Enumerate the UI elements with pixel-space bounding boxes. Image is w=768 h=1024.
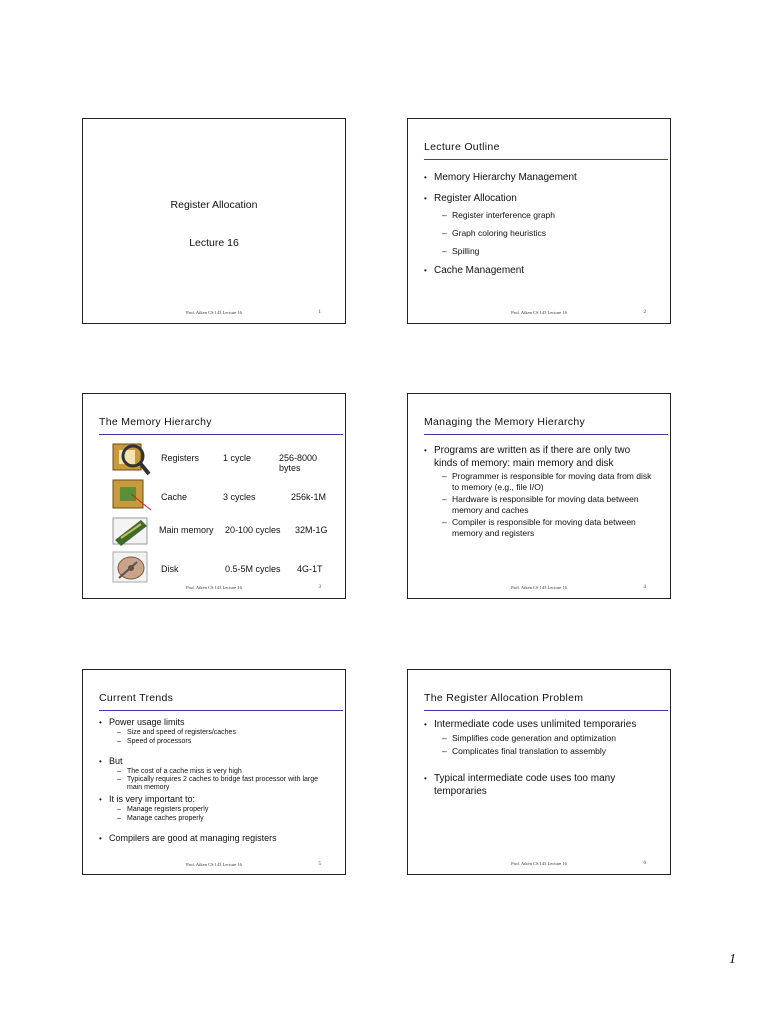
slide-6-subbullet: – Complicates final translation to assembly — [434, 746, 656, 757]
slide-5-bullet — [99, 833, 331, 844]
slide-6 — [407, 669, 671, 875]
slide-2-bullets — [424, 171, 656, 277]
slide-4-subbullet: – Programmer is responsible for moving data from disk to memory (e.g., file I/O) — [434, 471, 656, 493]
hierarchy-time: 1 cycle — [223, 453, 252, 463]
hierarchy-row-registers — [91, 440, 337, 480]
hierarchy-row-disk — [91, 548, 337, 588]
slide-5-bullet — [99, 756, 331, 792]
slide-5-subbullet: – Typically requires 2 caches to bridge fast processor with large main memory — [109, 776, 331, 792]
bullet-text: But — [109, 756, 123, 766]
slide-2-footer: Prof. Aiken CS 143 Lecture 16 — [511, 310, 567, 315]
hierarchy-row-cache — [91, 476, 337, 516]
memory-module-icon — [111, 512, 151, 550]
hierarchy-size: 256-8000 bytes — [279, 453, 318, 473]
bullet-text: Power usage limits — [109, 717, 185, 727]
hierarchy-time: 20-100 cycles — [225, 525, 281, 535]
slide-2-subbullet: – Register interference graph — [434, 210, 656, 221]
slide-4 — [407, 393, 671, 599]
slide-5-bullets — [99, 717, 331, 844]
hierarchy-time: 3 cycles — [223, 492, 256, 502]
hierarchy-name: Main memory — [159, 525, 214, 535]
slide-4-rule — [424, 434, 668, 435]
slide-3-footer: Prof. Aiken CS 143 Lecture 16 — [186, 585, 242, 590]
slide-1-footer: Prof. Aiken CS 143 Lecture 16 — [186, 310, 242, 315]
page-number: 1 — [729, 952, 736, 967]
slide-1 — [82, 118, 346, 324]
slide-6-number: 6 — [643, 861, 646, 866]
slide-3 — [82, 393, 346, 599]
slide-2-title: Lecture Outline — [424, 141, 500, 153]
slide-5-title: Current Trends — [99, 692, 174, 704]
hierarchy-size: 256k-1M — [291, 492, 327, 502]
hierarchy-name: Cache — [161, 492, 188, 502]
slide-5-subbullet: – Manage registers properly — [109, 805, 331, 814]
hierarchy-size: 32M-1G — [295, 525, 328, 535]
slide-1-subtitle: Lecture 16 — [189, 237, 239, 249]
slide-4-bullets — [424, 444, 656, 539]
hierarchy-name: Disk — [161, 564, 179, 574]
slide-2-subbullet: – Spilling — [434, 246, 656, 257]
slide-5-subbullet: – Speed of processors — [109, 737, 331, 746]
slide-5-rule — [99, 710, 343, 711]
slide-4-subbullet: – Hardware is responsible for moving data between memory and caches — [434, 494, 656, 516]
slide-3-number: 3 — [318, 585, 321, 590]
bullet-text: It is very important to: — [109, 794, 196, 804]
slide-6-bullets — [424, 718, 656, 798]
slide-2-rule — [424, 159, 668, 160]
bullet-text: Memory Hierarchy Management — [434, 172, 577, 183]
slide-6-bullet — [424, 772, 656, 798]
bullet-text: Register Allocation — [434, 193, 517, 204]
slide-6-footer: Prof. Aiken CS 143 Lecture 16 — [511, 861, 567, 866]
slide-2-number: 2 — [643, 310, 646, 315]
slide-4-title: Managing the Memory Hierarchy — [424, 416, 586, 428]
slide-6-rule — [424, 710, 668, 711]
slide-5-subbullet: – Manage caches properly — [109, 814, 331, 823]
bullet-text: Programs are written as if there are only two kinds of memory: main memory and disk — [434, 445, 631, 469]
bullet-text: Typical intermediate code uses too many temporaries — [434, 773, 616, 797]
slide-4-subbullet: – Compiler is responsible for moving data between memory and registers — [434, 517, 656, 539]
disk-drive-icon — [111, 548, 151, 586]
slide-4-bullet — [424, 444, 656, 539]
slide-5-subbullet: – The cost of a cache miss is very high — [109, 767, 331, 776]
hierarchy-size: 4G-1T — [297, 564, 323, 574]
slide-5-bullet — [99, 794, 331, 823]
slide-1-number: 1 — [318, 310, 321, 315]
hierarchy-name: Registers — [161, 453, 200, 463]
register-chip-icon — [111, 440, 151, 478]
slide-6-bullet — [424, 718, 656, 757]
slide-5-subbullet: – Size and speed of registers/caches — [109, 728, 331, 737]
slide-3-rule — [99, 434, 343, 435]
slide-2-bullet — [424, 171, 656, 184]
slide-5-number: 5 — [318, 862, 321, 867]
slide-6-title: The Register Allocation Problem — [424, 692, 584, 704]
bullet-text: Intermediate code uses unlimited temporaries — [434, 719, 637, 730]
hierarchy-row-main-memory — [91, 512, 337, 552]
slide-5 — [82, 669, 346, 875]
slide-4-footer: Prof. Aiken CS 143 Lecture 16 — [511, 585, 567, 590]
slide-3-title: The Memory Hierarchy — [99, 416, 212, 428]
bullet-text: Compilers are good at managing registers — [109, 833, 277, 843]
slide-4-number: 4 — [643, 585, 646, 590]
slide-6-subbullet: – Simplifies code generation and optimization — [434, 733, 656, 744]
slide-2-bullet — [424, 264, 656, 277]
slide-5-footer: Prof. Aiken CS 143 Lecture 16 — [186, 862, 242, 867]
slide-5-bullet — [99, 717, 331, 746]
slide-2-bullet — [424, 192, 656, 257]
hierarchy-time: 0.5-5M cycles — [225, 564, 281, 574]
slide-2-subbullet: – Graph coloring heuristics — [434, 228, 656, 239]
slide-2 — [407, 118, 671, 324]
cache-chip-icon — [111, 476, 151, 514]
slide-1-title: Register Allocation — [170, 199, 258, 211]
bullet-text: Cache Management — [434, 265, 525, 276]
